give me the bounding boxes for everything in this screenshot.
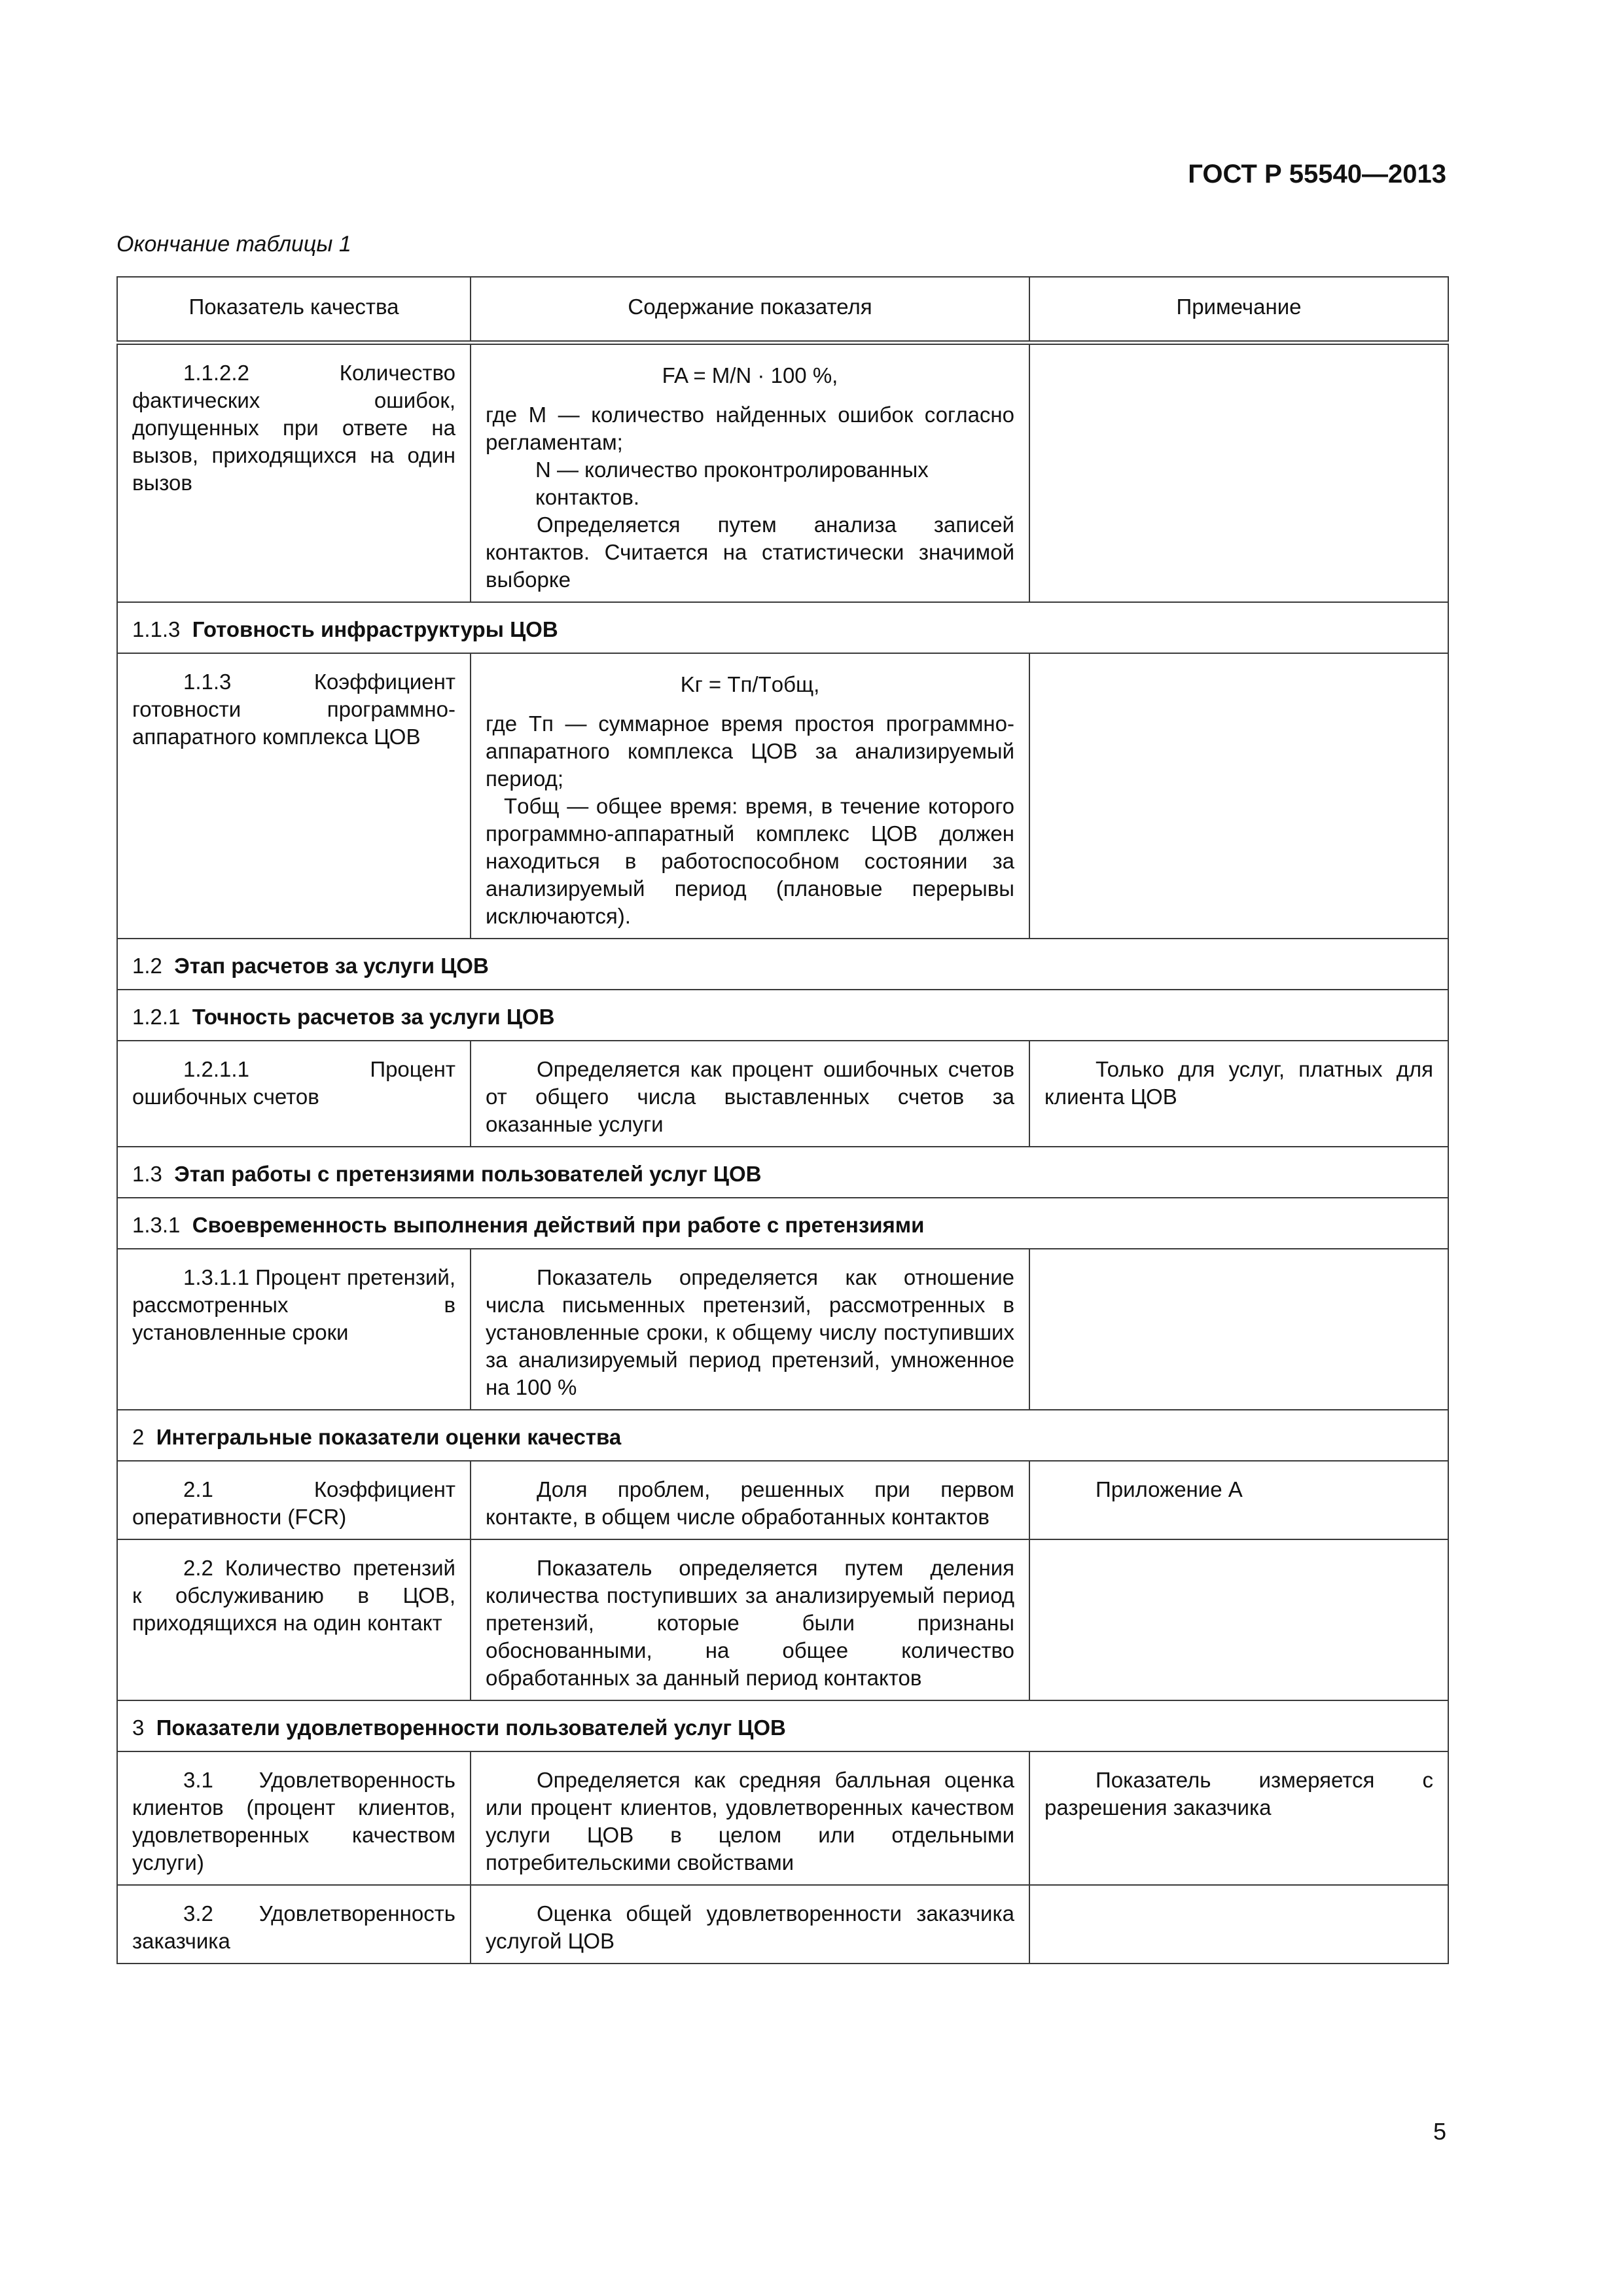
header-content: Содержание показателя (471, 277, 1029, 343)
section-number: 1.3 (132, 1162, 162, 1186)
section-number: 3 (132, 1715, 145, 1740)
indicator-cell: 3.1 Удовлетворенность клиентов (процент клиентов, удовлетворенных качеством услуги) (117, 1751, 471, 1885)
note-cell (1029, 1249, 1448, 1410)
indicator-cell: 3.2 Удовлетворенность заказчика (117, 1885, 471, 1964)
section-title: Показатели удовлетворенности пользователей услуг ЦОВ (156, 1715, 786, 1740)
indicator-cell: 1.1.2.2 Количество фактических ошибок, допущенных при ответе на вызов, приходящихся на один вызов (117, 343, 471, 603)
formula: FA = M/N · 100 %, (662, 363, 838, 387)
section-number: 1.3.1 (132, 1213, 181, 1237)
section-row (117, 602, 1448, 653)
note-cell (1029, 343, 1448, 603)
section-title: Своевременность выполнения действий при работе с претензиями (192, 1213, 925, 1237)
section-row (117, 990, 1448, 1041)
section-cell (117, 1410, 1448, 1461)
section-row (117, 1700, 1448, 1751)
section-title: Точность расчетов за услуги ЦОВ (192, 1005, 555, 1029)
section-number: 2 (132, 1425, 145, 1449)
table-header-row (117, 277, 1448, 343)
page-number: 5 (1433, 2118, 1446, 2145)
formula: Kг = Tп/Tобщ, (680, 672, 820, 696)
section-number: 1.1.3 (132, 617, 181, 641)
section-title: Этап работы с претензиями пользователей услуг ЦОВ (174, 1162, 762, 1186)
note-cell (1029, 1885, 1448, 1964)
note-cell: Только для услуг, платных для клиента ЦОВ (1029, 1041, 1448, 1147)
table-row (117, 653, 1448, 939)
section-title: Этап расчетов за услуги ЦОВ (174, 954, 489, 978)
table-row (117, 1249, 1448, 1410)
content-cell: Показатель определяется путем деления количества поступивших за анализируемый период претензий, которые были признаны обоснованными, на общее количество обработанных за данный период контактов (471, 1539, 1029, 1700)
content-cell: Показатель определяется как отношение числа письменных претензий, рассмотренных в установленные сроки, к общему числу поступивших за анализируемый период претензий, умноженное на 100 % (471, 1249, 1029, 1410)
section-number: 1.2.1 (132, 1005, 181, 1029)
content-line: Определяется путем анализа записей контактов. Считается на статистически значимой выборке (486, 512, 1014, 592)
section-cell (117, 1198, 1448, 1249)
content-cell (471, 653, 1029, 939)
section-cell (117, 602, 1448, 653)
table-row (117, 1461, 1448, 1539)
table-row (117, 1751, 1448, 1885)
content-cell: Определяется как процент ошибочных счетов от общего числа выставленных счетов за оказанные услуги (471, 1041, 1029, 1147)
indicator-cell: 2.1 Коэффициент оперативности (FCR) (117, 1461, 471, 1539)
content-line: где M — количество найденных ошибок согласно регламентам; (486, 403, 1014, 454)
indicator-cell: 2.2 Количество претензий к обслуживанию в ЦОВ, приходящихся на один контакт (117, 1539, 471, 1700)
indicator-cell: 1.3.1.1 Процент претензий, рассмотренных в установленные сроки (117, 1249, 471, 1410)
content-line: Tобщ — общее время: время, в течение которого программно-аппаратный комплекс ЦОВ должен находиться в работоспособном состоянии за анализируемый период (плановые перерывы исключаются). (486, 794, 1014, 928)
section-number: 1.2 (132, 954, 162, 978)
document-id: ГОСТ Р 55540—2013 (1188, 160, 1446, 188)
content-cell: Определяется как средняя балльная оценка или процент клиентов, удовлетворенных качеством услуги ЦОВ в целом или отдельными потребительскими свойствами (471, 1751, 1029, 1885)
table-caption: Окончание таблицы 1 (116, 232, 351, 257)
content-cell (471, 343, 1029, 603)
content-line: где Tп — суммарное время простоя программно-аппаратного комплекса ЦОВ за анализируемый период; (486, 711, 1014, 791)
indicator-cell: 1.1.3 Коэффициент готовности программно-аппаратного комплекса ЦОВ (117, 653, 471, 939)
table-row (117, 1885, 1448, 1964)
content-line: N — количество проконтролированных контактов. (535, 457, 929, 509)
section-row (117, 1147, 1448, 1198)
content-cell: Оценка общей удовлетворенности заказчика услугой ЦОВ (471, 1885, 1029, 1964)
section-row (117, 1198, 1448, 1249)
section-title: Готовность инфраструктуры ЦОВ (192, 617, 558, 641)
indicator-cell: 1.2.1.1 Процент ошибочных счетов (117, 1041, 471, 1147)
note-cell (1029, 653, 1448, 939)
header-note: Примечание (1029, 277, 1448, 343)
section-cell (117, 990, 1448, 1041)
section-cell (117, 1700, 1448, 1751)
section-cell (117, 939, 1448, 990)
note-cell: Показатель измеряется с разрешения заказчика (1029, 1751, 1448, 1885)
table-row (117, 343, 1448, 603)
quality-indicators-table (116, 276, 1449, 1964)
section-title: Интегральные показатели оценки качества (156, 1425, 622, 1449)
content-cell: Доля проблем, решенных при первом контакте, в общем числе обработанных контактов (471, 1461, 1029, 1539)
table-row (117, 1539, 1448, 1700)
note-cell (1029, 1539, 1448, 1700)
table-row (117, 1041, 1448, 1147)
section-cell (117, 1147, 1448, 1198)
note-cell: Приложение А (1029, 1461, 1448, 1539)
header-indicator: Показатель качества (117, 277, 471, 343)
section-row (117, 939, 1448, 990)
section-row (117, 1410, 1448, 1461)
